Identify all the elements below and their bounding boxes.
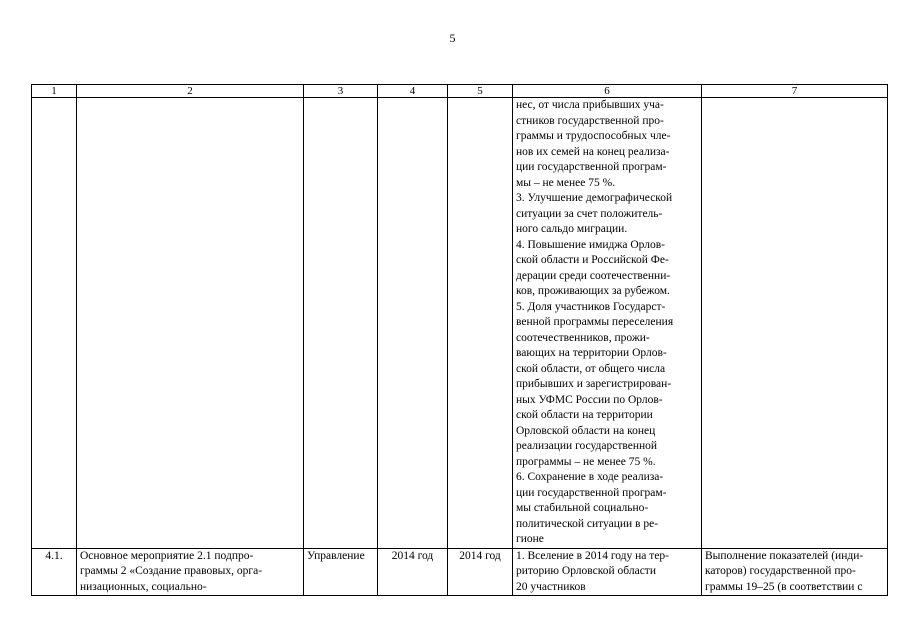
main-table — [31, 84, 888, 596]
text-line: 3. Улучшение демографической — [516, 192, 673, 204]
text-line: низационных, социально- — [80, 580, 207, 593]
row-number-cell: 4.1. — [32, 548, 77, 596]
header-row — [32, 85, 888, 98]
text-line: 5. Доля участников Государст- — [516, 300, 666, 313]
column-header-7: 7 — [702, 85, 888, 98]
cell-empty — [378, 98, 448, 549]
text-line: прибывших и зарегистрирован- — [516, 378, 672, 390]
cell-empty — [304, 98, 378, 549]
text-line: стников государственной про- — [516, 114, 664, 127]
text-line: 4. Повышение имиджа Орлов- — [516, 238, 665, 251]
cell-empty — [77, 98, 304, 549]
column-header-1: 1 — [32, 85, 77, 98]
text-line: ного сальдо миграции. — [516, 223, 628, 235]
text-line: ситуации за счет положитель- — [516, 207, 663, 220]
text-line: граммы 2 «Создание правовых, орга- — [80, 565, 263, 577]
table-row-4-1 — [32, 548, 888, 596]
column-header-4: 4 — [378, 85, 448, 98]
text-line: ции государственной програм- — [516, 486, 667, 499]
text-line: вающих на территории Орлов- — [516, 347, 667, 359]
column-header-6: 6 — [513, 85, 702, 98]
column-header-3: 3 — [304, 85, 378, 98]
text-line: нов их семей на конец реализа- — [516, 145, 670, 158]
text-line: ской области, от общего числа — [516, 362, 666, 375]
text-line: ской области на территории — [516, 409, 653, 421]
text-line: гионе — [516, 533, 544, 545]
text-line: 20 участников — [516, 580, 586, 593]
text-line: мы стабильной социально- — [516, 502, 649, 514]
continuation-row — [32, 98, 888, 549]
text-line: венной программы переселения — [516, 316, 674, 328]
activity-cell — [77, 548, 304, 596]
indicators-cell — [513, 98, 702, 549]
text-line: соотечественников, прожи- — [516, 331, 650, 344]
text-line: граммы и трудоспособных чле- — [516, 130, 671, 142]
text-line: Орловской области на конец — [516, 424, 656, 437]
column-header-5: 5 — [448, 85, 513, 98]
text-line: Выполнение показателей (инди- — [705, 549, 864, 562]
text-line: политической ситуации в ре- — [516, 517, 659, 530]
text-line: каторов) государственной про- — [705, 565, 856, 577]
text-line: ской области и Российской Фе- — [516, 254, 669, 266]
executor-cell: Управление — [304, 548, 378, 596]
text-line: реализации государственной — [516, 440, 658, 452]
text-line: нес, от числа прибывших уча- — [516, 99, 664, 111]
cell-empty — [448, 98, 513, 549]
text-line: риторию Орловской области — [516, 565, 656, 577]
text-line: ков, проживающих за рубежом. — [516, 285, 670, 297]
link-cell — [702, 548, 888, 596]
text-line: дерации среди соотечественни- — [516, 269, 671, 282]
cell-empty — [702, 98, 888, 549]
column-header-2: 2 — [77, 85, 304, 98]
text-line: 6. Сохранение в ходе реализа- — [516, 471, 664, 483]
start-year-cell: 2014 год — [378, 548, 448, 596]
text-line: ных УФМС России по Орлов- — [516, 393, 663, 406]
text-line: граммы 19–25 (в соответствии с — [705, 580, 863, 593]
text-line: мы – не менее 75 %. — [516, 176, 616, 189]
result-cell — [513, 548, 702, 596]
text-line: ции государственной програм- — [516, 161, 667, 173]
text-line: Основное мероприятие 2.1 подпро- — [80, 549, 254, 562]
end-year-cell: 2014 год — [448, 548, 513, 596]
cell-empty — [32, 98, 77, 549]
text-line: 1. Вселение в 2014 году на тер- — [516, 549, 669, 562]
page-number: 5 — [449, 31, 456, 45]
text-line: программы – не менее 75 %. — [516, 455, 656, 468]
